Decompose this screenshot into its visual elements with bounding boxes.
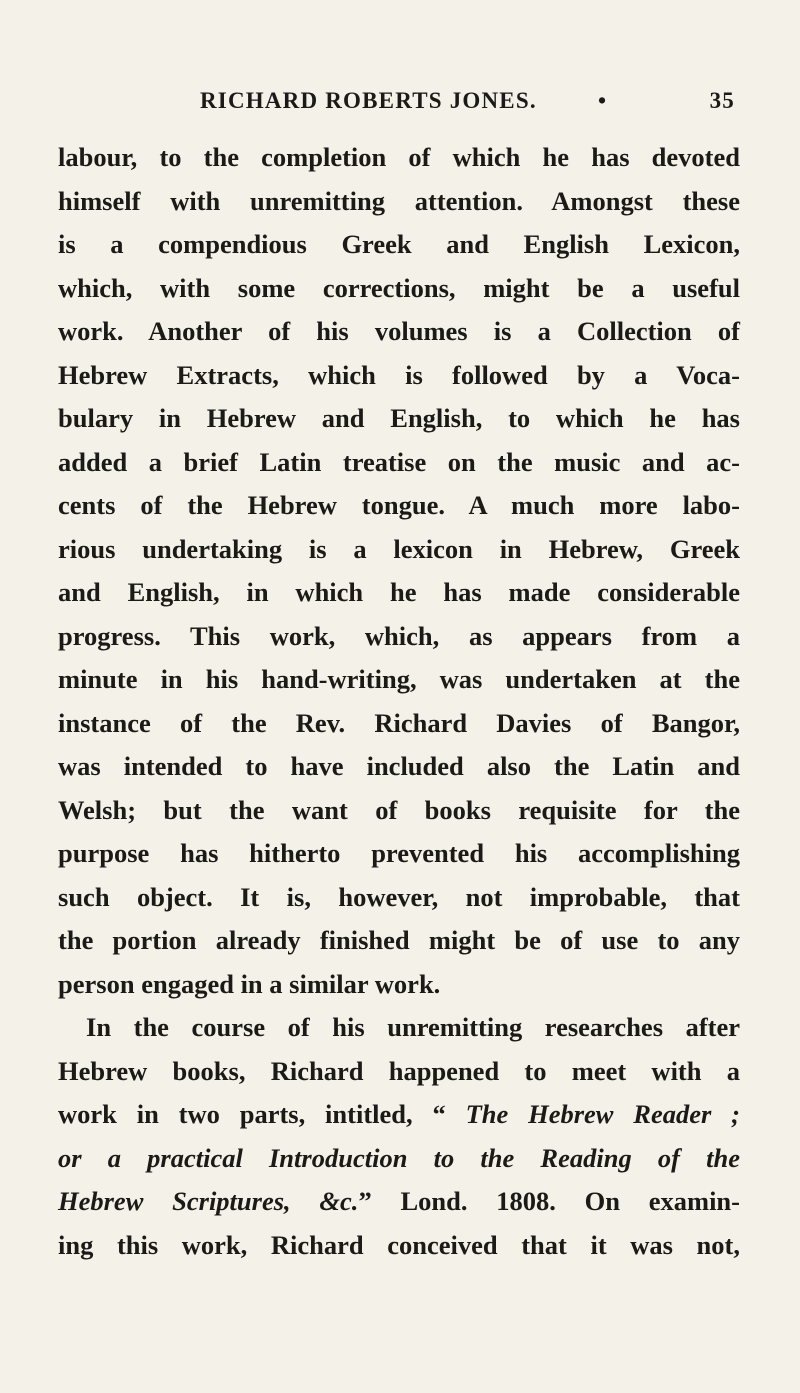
text-line: progress. This work, which, as appears from a xyxy=(58,620,740,651)
book-title-italic-line: or a practical Introduction to the Reading of the xyxy=(58,1142,740,1173)
text-line: himself with unremitting attention. Amongst these xyxy=(58,185,740,216)
paragraph-start-line: In the course of his unremitting researches after xyxy=(86,1012,740,1042)
text-line: Hebrew Extracts, which is followed by a Voca- xyxy=(58,359,740,390)
text-line: rious undertaking is a lexicon in Hebrew, Greek xyxy=(58,533,740,564)
text-line: cents of the Hebrew tongue. A much more labo- xyxy=(58,490,740,520)
text-line: the portion already finished might be of use to any xyxy=(58,925,740,955)
running-header xyxy=(200,88,735,118)
text-line: bulary in Hebrew and English, to which he has xyxy=(58,403,740,433)
text-line: minute in his hand-writing, was undertaken at the xyxy=(58,664,740,694)
text-line: work. Another of his volumes is a Collection of xyxy=(58,316,740,346)
text-line: and English, in which he has made considerable xyxy=(58,577,740,607)
running-head-title: RICHARD ROBERTS JONES. xyxy=(200,88,537,113)
paragraph-end-line: person engaged in a similar work. xyxy=(58,968,441,999)
text-line: ing this work, Richard conceived that it was not, xyxy=(58,1229,740,1260)
text-line: is a compendious Greek and English Lexicon, xyxy=(58,229,740,259)
text-line: added a brief Latin treatise on the music and ac- xyxy=(58,446,740,477)
text-line xyxy=(58,1180,740,1224)
text-line: Welsh; but the want of books requisite for the xyxy=(58,794,740,825)
text-line: labour, to the completion of which he has devoted xyxy=(58,142,740,172)
body-text xyxy=(58,136,740,1267)
text-line: instance of the Rev. Richard Davies of Bangor, xyxy=(58,707,740,738)
text-line: purpose has hitherto prevented his accomplishing xyxy=(58,838,740,868)
text-fragment: ” Lond. 1808. On examin- xyxy=(358,1186,740,1216)
text-line: Hebrew books, Richard happened to meet with a xyxy=(58,1055,740,1086)
book-title-italic: Hebrew Scriptures, &c. xyxy=(58,1186,359,1216)
text-line: such object. It is, however, not improbable, that xyxy=(58,881,740,912)
text-line: which, with some corrections, might be a useful xyxy=(58,272,740,303)
text-line xyxy=(58,1093,740,1137)
text-fragment: work in two parts, intitled, “ xyxy=(58,1099,466,1129)
book-title-italic: The Hebrew Reader ; xyxy=(465,1099,740,1129)
page-number: 35 xyxy=(709,88,735,113)
running-head-separator: • xyxy=(598,88,608,113)
text-line: was intended to have included also the Latin and xyxy=(58,751,740,781)
